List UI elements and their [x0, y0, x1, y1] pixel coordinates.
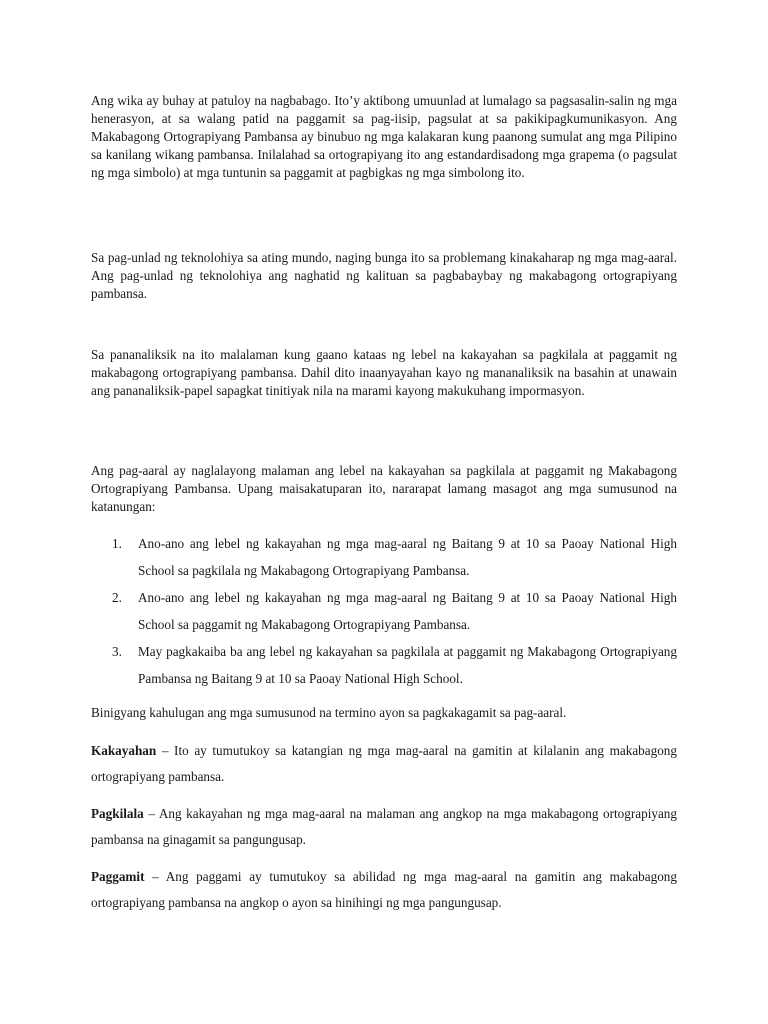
definition-pagkilala: [91, 801, 677, 853]
definition-kakayahan: [91, 738, 677, 790]
list-item-text: Ano-ano ang lebel ng kakayahan ng mga mag-aaral ng Baitang 9 at 10 sa Paoay National High School sa paggamit ng Makabagong Ortograpiyang Pambansa.: [138, 590, 677, 632]
definitions-intro: Binigyang kahulugan ang mga sumusunod na termino ayon sa pagkakagamit sa pag-aaral.: [91, 705, 567, 720]
list-item: [91, 638, 677, 692]
definition-text: – Ang paggami ay tumutukoy sa abilidad ng mga mag-aaral na gamitin ang makabagong ortograpiyang pambansa na angkop o ayon sa hinihingi ng mga pangungusap.: [91, 869, 677, 910]
list-item-text: Ano-ano ang lebel ng kakayahan ng mga mag-aaral ng Baitang 9 at 10 sa Paoay National High School sa pagkilala ng Makabagong Ortograpiyang Pambansa.: [138, 536, 677, 578]
definition-paggamit: [91, 864, 677, 916]
list-item-text: May pagkakaiba ba ang lebel ng kakayahan sa pagkilala at paggamit ng Makabagong Ortograpiyang Pambansa ng Baitang 9 at 10 sa Paoay National High School.: [138, 644, 677, 686]
definition-term: Paggamit: [91, 869, 145, 884]
list-item: [91, 584, 677, 638]
list-item: [91, 530, 677, 584]
definition-term: Kakayahan: [91, 743, 157, 758]
paragraph-research-purpose: Sa pananaliksik na ito malalaman kung gaano kataas ng lebel na kakayahan sa pagkilala at paggamit ng makabagong ortograpiyang pambansa. Dahil dito inaanyayahan kayo ng mananaliksik na basahin at unawain ang pananaliksik-papel sapagkat tinitiyak nila na marami kayong makukuhang impormasyon.: [91, 347, 677, 398]
definition-text: – Ito ay tumutukoy sa katangian ng mga mag-aaral na gamitin at kilalanin ang makabagong ortograpiyang pambansa.: [91, 743, 677, 784]
definition-term: Pagkilala: [91, 806, 144, 821]
research-questions-list: [91, 530, 677, 692]
list-item-number: 1.: [112, 536, 122, 551]
paragraph-study-objective: Ang pag-aaral ay naglalayong malaman ang lebel na kakayahan sa pagkilala at paggamit ng Makabagong Ortograpiyang Pambansa. Upang maisakatuparan ito, nararapat lamang masagot ang mga sumusunod na katanungan:: [91, 463, 677, 514]
definition-text: – Ang kakayahan ng mga mag-aaral na malaman ang angkop na mga makabagong ortograpiyang pambansa na ginagamit sa pangungusap.: [91, 806, 677, 847]
paragraph-technology: Sa pag-unlad ng teknolohiya sa ating mundo, naging bunga ito sa problemang kinakaharap ng mga mag-aaral. Ang pag-unlad ng teknolohiya ang naghatid ng kalituan sa pagbabaybay ng makabagong ortograpiyang pambansa.: [91, 250, 677, 301]
list-item-number: 2.: [112, 590, 122, 605]
list-item-number: 3.: [112, 644, 122, 659]
paragraph-intro: Ang wika ay buhay at patuloy na nagbabago. Ito’y aktibong umuunlad at lumalago sa pagsasalin-salin ng mga henerasyon, at sa walang patid na paggamit sa pag-iisip, pagsulat at sa pakikipagkumunikasyon. Ang Makabagong Ortograpiyang Pambansa ay binubuo ng mga kalakaran kung paanong sumulat ang mga Pilipino sa kanilang wikang pambansa. Inilalahad sa ortograpiyang ito ang estandardisadong mga grapema (o pagsulat ng mga simbolo) at mga tuntunin sa paggamit at pagbigkas ng mga simbolong ito.: [91, 93, 677, 180]
